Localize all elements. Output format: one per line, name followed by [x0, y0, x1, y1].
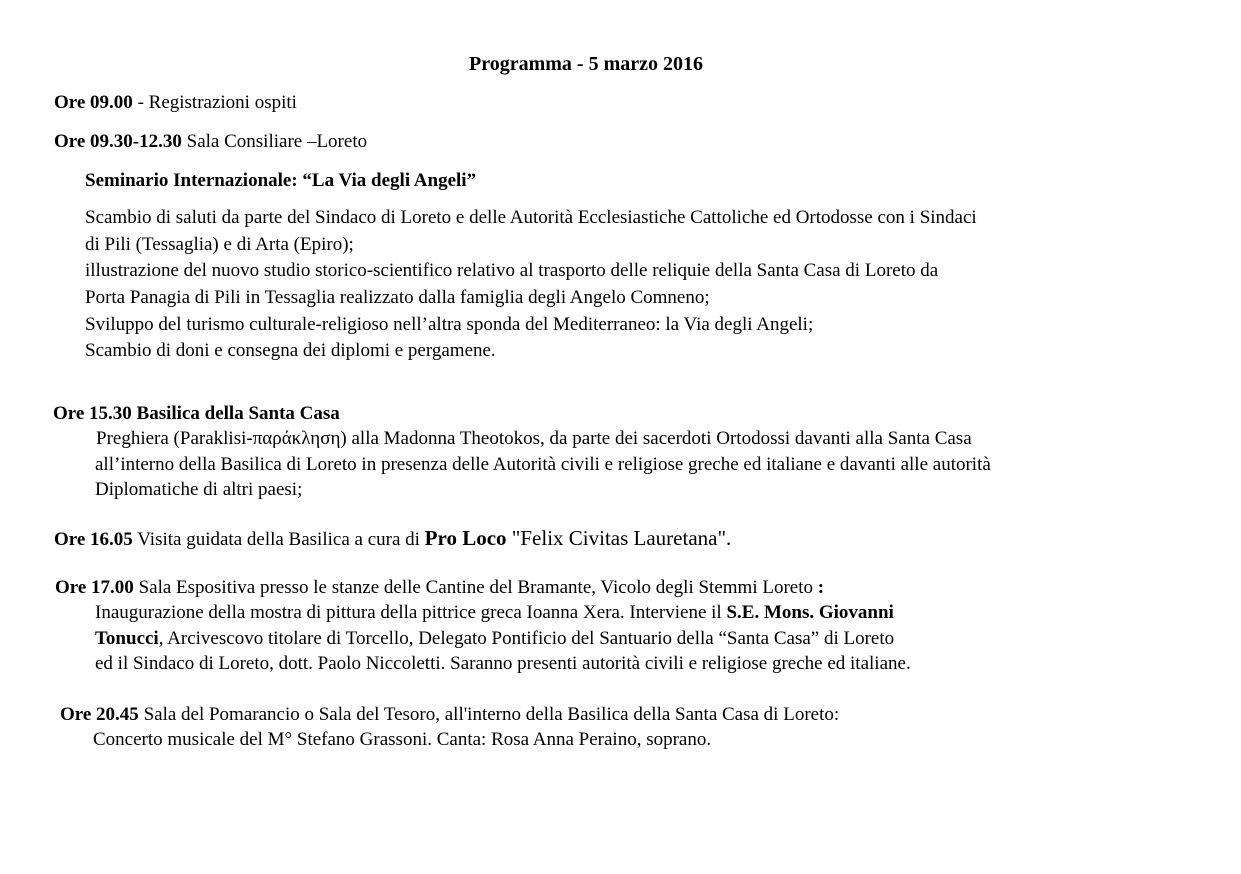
seminar-title-text: Seminario Internazionale: “La Via degli Angeli”: [85, 170, 477, 191]
entry-time: Ore 17.00: [55, 577, 134, 598]
entry-text: Visita guidata della Basilica a cura di: [132, 529, 425, 550]
entry-time: Ore 16.05: [54, 529, 133, 550]
entry-time: Ore 09.30-12.30: [54, 131, 182, 152]
entry-basilica-heading: [53, 404, 340, 423]
mostra-line: [95, 603, 894, 622]
entry-text: Sala del Pomarancio o Sala del Tesoro, all'interno della Basilica della Santa Casa di Loreto:: [138, 704, 840, 725]
pro-loco-label: Pro Loco: [424, 526, 507, 550]
basilica-line: Diplomatiche di altri paesi;: [95, 479, 303, 500]
entry-heading: Ore 15.30 Basilica della Santa Casa: [53, 403, 340, 424]
mostra-line: [95, 629, 894, 648]
basilica-line: all’interno della Basilica di Loreto in presenza delle Autorità civili e religiose greche ed italiane e davanti alle autorità: [95, 454, 991, 475]
seminar-line: Scambio di saluti da parte del Sindaco di Loreto e delle Autorità Ecclesiastiche Cattoliche ed Ortodosse con i Sindaci: [85, 207, 977, 228]
seminar-line: Scambio di doni e consegna dei diplomi e pergamene.: [85, 340, 496, 361]
entry-time: Ore 20.45: [60, 704, 139, 725]
mostra-text: , Arcivescovo titolare di Torcello, Delegato Pontificio del Santuario della “Santa Casa” di Loreto: [158, 628, 895, 649]
pro-loco-name: "Felix Civitas Lauretana".: [506, 526, 732, 550]
mostra-text: Inaugurazione della mostra di pittura della pittrice greca Ioanna Xera. Interviene il: [95, 602, 727, 623]
seminar-line: illustrazione del nuovo studio storico-scientifico relativo al trasporto delle reliquie della Santa Casa di Loreto da: [85, 260, 939, 281]
entry-registrazioni: [54, 93, 297, 112]
entry-text: - Registrazioni ospiti: [132, 92, 297, 113]
basilica-line: Preghiera (Paraklisi-παράκληση) alla Madonna Theotokos, da parte dei sacerdoti Ortodossi davanti alla Santa Casa: [96, 428, 972, 449]
entry-time: Ore 09.00: [54, 92, 133, 113]
seminar-line: Sviluppo del turismo culturale-religioso nell’altra sponda del Mediterraneo: la Via degli Angeli;: [85, 314, 814, 335]
entry-concerto: [60, 705, 839, 724]
entry-sala-espositiva: [55, 578, 824, 597]
seminar-line: Porta Panagia di Pili in Tessaglia realizzato dalla famiglia degli Angelo Comneno;: [85, 287, 710, 308]
entry-text: Sala Espositiva presso le stanze delle Cantine del Bramante, Vicolo degli Stemmi Loreto: [133, 577, 818, 598]
entry-visita-guidata: [54, 528, 731, 549]
concerto-line: Concerto musicale del M° Stefano Grassoni. Canta: Rosa Anna Peraino, soprano.: [93, 729, 712, 750]
entry-sala-consiliare: [54, 132, 367, 151]
page-title: Programma - 5 marzo 2016: [469, 53, 704, 75]
mostra-guest: S.E. Mons. Giovanni: [726, 602, 894, 623]
entry-colon: :: [817, 577, 825, 598]
mostra-line: ed il Sindaco di Loreto, dott. Paolo Niccoletti. Saranno presenti autorità civili e religiose greche ed italiane.: [95, 653, 911, 674]
mostra-guest: Tonucci: [95, 628, 159, 649]
entry-text: Sala Consiliare –Loreto: [181, 131, 368, 152]
seminar-title: [85, 171, 476, 190]
seminar-line: di Pili (Tessaglia) e di Arta (Epiro);: [85, 234, 354, 255]
